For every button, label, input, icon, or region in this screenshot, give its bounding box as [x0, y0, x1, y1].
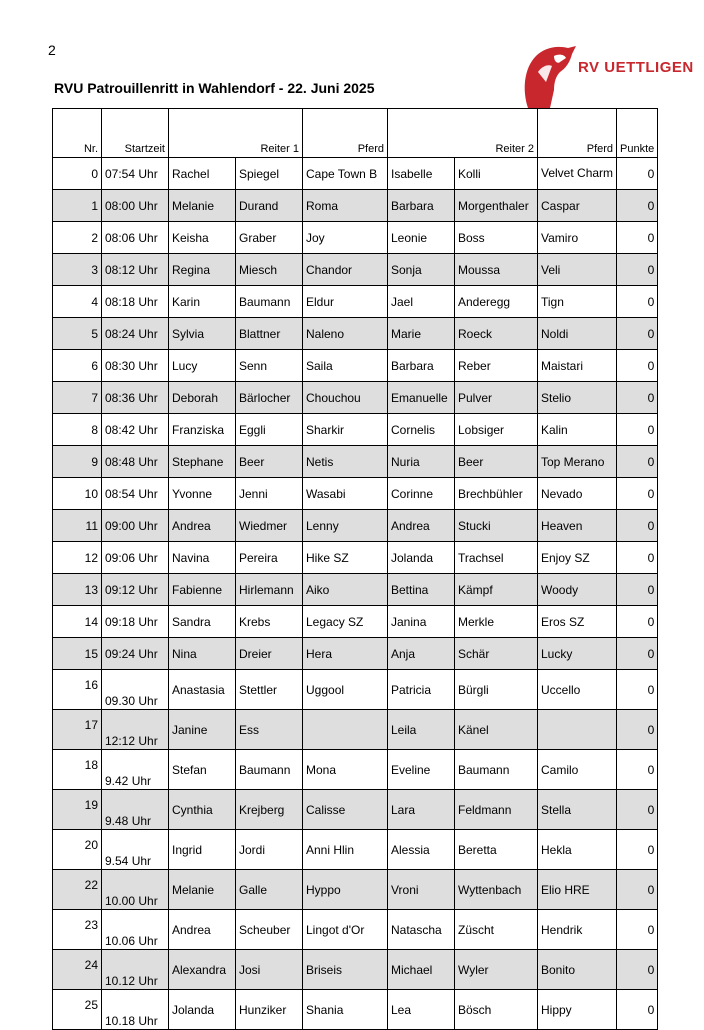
horse-head-logo-icon — [520, 42, 580, 110]
horse1-name: Lenny — [303, 510, 388, 542]
row-number: 4 — [53, 286, 102, 318]
rider2-first-name: Leonie — [388, 222, 455, 254]
points: 0 — [617, 542, 658, 574]
rider1-first-name: Fabienne — [169, 574, 236, 606]
row-number: 6 — [53, 350, 102, 382]
table-row — [53, 510, 658, 542]
row-number: 25 — [53, 990, 102, 1030]
start-time: 10.18 Uhr — [102, 990, 169, 1030]
rider1-first-name: Keisha — [169, 222, 236, 254]
rider1-last-name: Wiedmer — [236, 510, 303, 542]
row-number: 12 — [53, 542, 102, 574]
header-reiter1: Reiter 1 — [236, 109, 303, 158]
header-nr: Nr. — [53, 109, 102, 158]
horse2-name: Heaven — [538, 510, 617, 542]
rider1-last-name: Bärlocher — [236, 382, 303, 414]
rider2-last-name: Lobsiger — [455, 414, 538, 446]
table-row — [53, 478, 658, 510]
header-reiter2-blank — [388, 109, 455, 158]
rider2-last-name: Stucki — [455, 510, 538, 542]
row-number: 17 — [53, 710, 102, 750]
row-number: 22 — [53, 870, 102, 910]
rider2-last-name: Merkle — [455, 606, 538, 638]
rider1-last-name: Hirlemann — [236, 574, 303, 606]
club-logo — [520, 42, 662, 110]
horse1-name: Hera — [303, 638, 388, 670]
points: 0 — [617, 414, 658, 446]
points: 0 — [617, 910, 658, 950]
rider2-last-name: Roeck — [455, 318, 538, 350]
row-number: 1 — [53, 190, 102, 222]
rider1-first-name: Ingrid — [169, 830, 236, 870]
horse1-name: Wasabi — [303, 478, 388, 510]
rider2-last-name: Feldmann — [455, 790, 538, 830]
start-time: 09:12 Uhr — [102, 574, 169, 606]
start-time: 07:54 Uhr — [102, 158, 169, 190]
table-header-row — [53, 109, 658, 158]
table-row — [53, 750, 658, 790]
horse1-name — [303, 710, 388, 750]
start-time: 9.42 Uhr — [102, 750, 169, 790]
start-time: 9.54 Uhr — [102, 830, 169, 870]
horse2-name: Noldi — [538, 318, 617, 350]
start-time: 08:18 Uhr — [102, 286, 169, 318]
horse2-name: Tign — [538, 286, 617, 318]
table-row — [53, 710, 658, 750]
rider1-last-name: Stettler — [236, 670, 303, 710]
horse1-name: Anni Hlin — [303, 830, 388, 870]
start-time: 09:24 Uhr — [102, 638, 169, 670]
rider1-last-name: Josi — [236, 950, 303, 990]
horse2-name: Elio HRE — [538, 870, 617, 910]
rider2-first-name: Jael — [388, 286, 455, 318]
horse1-name: Calisse — [303, 790, 388, 830]
rider1-last-name: Graber — [236, 222, 303, 254]
horse1-name: Eldur — [303, 286, 388, 318]
table-row — [53, 870, 658, 910]
points: 0 — [617, 670, 658, 710]
points: 0 — [617, 606, 658, 638]
table-row — [53, 286, 658, 318]
rider2-last-name: Beer — [455, 446, 538, 478]
points: 0 — [617, 870, 658, 910]
row-number: 14 — [53, 606, 102, 638]
horse2-name: Eros SZ — [538, 606, 617, 638]
horse2-name: Bonito — [538, 950, 617, 990]
table-row — [53, 910, 658, 950]
rider1-last-name: Miesch — [236, 254, 303, 286]
table-row — [53, 830, 658, 870]
rider2-first-name: Leila — [388, 710, 455, 750]
rider1-first-name: Jolanda — [169, 990, 236, 1030]
horse1-name: Roma — [303, 190, 388, 222]
rider2-last-name: Bürgli — [455, 670, 538, 710]
start-time: 08:42 Uhr — [102, 414, 169, 446]
start-time: 08:30 Uhr — [102, 350, 169, 382]
row-number: 16 — [53, 670, 102, 710]
header-punkte: Punkte — [617, 109, 658, 158]
horse1-name: Netis — [303, 446, 388, 478]
rider2-last-name: Brechbühler — [455, 478, 538, 510]
rider1-last-name: Senn — [236, 350, 303, 382]
horse2-name: Top Merano — [538, 446, 617, 478]
start-time: 09.30 Uhr — [102, 670, 169, 710]
row-number: 13 — [53, 574, 102, 606]
rider1-first-name: Navina — [169, 542, 236, 574]
horse2-name: Hippy — [538, 990, 617, 1030]
start-time: 08:00 Uhr — [102, 190, 169, 222]
header-pferd2: Pferd — [538, 109, 617, 158]
horse2-name: Velvet Charm — [538, 158, 617, 190]
rider2-first-name: Bettina — [388, 574, 455, 606]
start-time: 08:48 Uhr — [102, 446, 169, 478]
row-number: 24 — [53, 950, 102, 990]
rider2-first-name: Nuria — [388, 446, 455, 478]
start-time: 08:36 Uhr — [102, 382, 169, 414]
start-time: 09:18 Uhr — [102, 606, 169, 638]
start-time: 10.06 Uhr — [102, 910, 169, 950]
row-number: 23 — [53, 910, 102, 950]
rider1-first-name: Melanie — [169, 190, 236, 222]
rider1-last-name: Baumann — [236, 750, 303, 790]
table-row — [53, 350, 658, 382]
rider2-last-name: Wyler — [455, 950, 538, 990]
rider1-last-name: Galle — [236, 870, 303, 910]
horse1-name: Uggool — [303, 670, 388, 710]
row-number: 20 — [53, 830, 102, 870]
points: 0 — [617, 382, 658, 414]
horse2-name: Hekla — [538, 830, 617, 870]
start-time: 09:00 Uhr — [102, 510, 169, 542]
rider2-last-name: Baumann — [455, 750, 538, 790]
points: 0 — [617, 446, 658, 478]
rider2-first-name: Andrea — [388, 510, 455, 542]
rider2-first-name: Vroni — [388, 870, 455, 910]
header-reiter1-blank — [169, 109, 236, 158]
rider1-last-name: Spiegel — [236, 158, 303, 190]
horse2-name: Kalin — [538, 414, 617, 446]
rider1-last-name: Beer — [236, 446, 303, 478]
rider1-last-name: Dreier — [236, 638, 303, 670]
table-row — [53, 790, 658, 830]
rider2-last-name: Schär — [455, 638, 538, 670]
start-time: 10.12 Uhr — [102, 950, 169, 990]
rider2-last-name: Züscht — [455, 910, 538, 950]
horse1-name: Aiko — [303, 574, 388, 606]
start-time: 09:06 Uhr — [102, 542, 169, 574]
start-list-table — [52, 108, 658, 1030]
horse1-name: Shania — [303, 990, 388, 1030]
rider2-first-name: Anja — [388, 638, 455, 670]
rider1-last-name: Jordi — [236, 830, 303, 870]
rider2-first-name: Marie — [388, 318, 455, 350]
club-logo-text: RV UETTLIGEN — [578, 59, 694, 76]
rider2-last-name: Kämpf — [455, 574, 538, 606]
points: 0 — [617, 510, 658, 542]
rider2-last-name: Trachsel — [455, 542, 538, 574]
table-row — [53, 670, 658, 710]
rider1-first-name: Stefan — [169, 750, 236, 790]
rider2-last-name: Pulver — [455, 382, 538, 414]
rider1-first-name: Anastasia — [169, 670, 236, 710]
rider1-first-name: Andrea — [169, 910, 236, 950]
row-number: 10 — [53, 478, 102, 510]
rider1-last-name: Pereira — [236, 542, 303, 574]
rider1-last-name: Ess — [236, 710, 303, 750]
horse2-name: Stelio — [538, 382, 617, 414]
rider2-first-name: Eveline — [388, 750, 455, 790]
rider2-last-name: Moussa — [455, 254, 538, 286]
rider2-first-name: Emanuelle — [388, 382, 455, 414]
rider2-first-name: Isabelle — [388, 158, 455, 190]
table-row — [53, 158, 658, 190]
rider2-last-name: Anderegg — [455, 286, 538, 318]
horse2-name: Vamiro — [538, 222, 617, 254]
horse2-name: Camilo — [538, 750, 617, 790]
table-row — [53, 606, 658, 638]
rider2-first-name: Janina — [388, 606, 455, 638]
start-time: 9.48 Uhr — [102, 790, 169, 830]
points: 0 — [617, 710, 658, 750]
points: 0 — [617, 638, 658, 670]
rider1-first-name: Melanie — [169, 870, 236, 910]
points: 0 — [617, 254, 658, 286]
points: 0 — [617, 350, 658, 382]
points: 0 — [617, 790, 658, 830]
table-row — [53, 950, 658, 990]
horse1-name: Chandor — [303, 254, 388, 286]
start-time: 08:24 Uhr — [102, 318, 169, 350]
rider1-first-name: Deborah — [169, 382, 236, 414]
header-startzeit: Startzeit — [102, 109, 169, 158]
points: 0 — [617, 190, 658, 222]
row-number: 7 — [53, 382, 102, 414]
horse2-name: Lucky — [538, 638, 617, 670]
rider1-last-name: Krebs — [236, 606, 303, 638]
rider1-first-name: Andrea — [169, 510, 236, 542]
row-number: 18 — [53, 750, 102, 790]
horse1-name: Hike SZ — [303, 542, 388, 574]
table-row — [53, 222, 658, 254]
rider1-last-name: Blattner — [236, 318, 303, 350]
rider2-first-name: Corinne — [388, 478, 455, 510]
rider1-last-name: Durand — [236, 190, 303, 222]
rider1-first-name: Regina — [169, 254, 236, 286]
rider2-first-name: Barbara — [388, 350, 455, 382]
horse1-name: Joy — [303, 222, 388, 254]
rider1-first-name: Franziska — [169, 414, 236, 446]
horse2-name: Enjoy SZ — [538, 542, 617, 574]
start-time: 12:12 Uhr — [102, 710, 169, 750]
rider2-first-name: Cornelis — [388, 414, 455, 446]
rider2-first-name: Patricia — [388, 670, 455, 710]
rider1-first-name: Sandra — [169, 606, 236, 638]
rider1-last-name: Jenni — [236, 478, 303, 510]
points: 0 — [617, 158, 658, 190]
start-time: 08:54 Uhr — [102, 478, 169, 510]
rider1-first-name: Lucy — [169, 350, 236, 382]
row-number: 15 — [53, 638, 102, 670]
horse2-name — [538, 710, 617, 750]
table-row — [53, 318, 658, 350]
rider2-first-name: Jolanda — [388, 542, 455, 574]
rider1-last-name: Scheuber — [236, 910, 303, 950]
horse1-name: Lingot d'Or — [303, 910, 388, 950]
table-row — [53, 254, 658, 286]
horse2-name: Hendrik — [538, 910, 617, 950]
rider1-last-name: Krejberg — [236, 790, 303, 830]
rider1-first-name: Stephane — [169, 446, 236, 478]
rider2-last-name: Kolli — [455, 158, 538, 190]
rider1-first-name: Sylvia — [169, 318, 236, 350]
table-row — [53, 638, 658, 670]
rider2-last-name: Morgenthaler — [455, 190, 538, 222]
table-row — [53, 414, 658, 446]
rider2-last-name: Bösch — [455, 990, 538, 1030]
horse1-name: Saila — [303, 350, 388, 382]
rider2-last-name: Beretta — [455, 830, 538, 870]
table-row — [53, 574, 658, 606]
rider1-last-name: Baumann — [236, 286, 303, 318]
row-number: 9 — [53, 446, 102, 478]
horse1-name: Chouchou — [303, 382, 388, 414]
rider2-last-name: Känel — [455, 710, 538, 750]
rider1-first-name: Nina — [169, 638, 236, 670]
rider2-first-name: Michael — [388, 950, 455, 990]
rider1-first-name: Janine — [169, 710, 236, 750]
horse1-name: Mona — [303, 750, 388, 790]
row-number: 5 — [53, 318, 102, 350]
page-number: 2 — [48, 42, 56, 58]
rider2-first-name: Alessia — [388, 830, 455, 870]
page-title: RVU Patrouillenritt in Wahlendorf - 22. Juni 2025 — [54, 80, 375, 96]
header-reiter2: Reiter 2 — [455, 109, 538, 158]
table-row — [53, 446, 658, 478]
table-row — [53, 990, 658, 1030]
row-number: 8 — [53, 414, 102, 446]
rider1-first-name: Rachel — [169, 158, 236, 190]
rider2-first-name: Natascha — [388, 910, 455, 950]
rider1-first-name: Alexandra — [169, 950, 236, 990]
row-number: 11 — [53, 510, 102, 542]
table-row — [53, 542, 658, 574]
table-row — [53, 190, 658, 222]
rider2-first-name: Sonja — [388, 254, 455, 286]
rider1-last-name: Eggli — [236, 414, 303, 446]
horse2-name: Uccello — [538, 670, 617, 710]
horse1-name: Legacy SZ — [303, 606, 388, 638]
rider2-last-name: Reber — [455, 350, 538, 382]
horse2-name: Maistari — [538, 350, 617, 382]
points: 0 — [617, 574, 658, 606]
rider1-last-name: Hunziker — [236, 990, 303, 1030]
horse1-name: Briseis — [303, 950, 388, 990]
horse1-name: Sharkir — [303, 414, 388, 446]
row-number: 0 — [53, 158, 102, 190]
rider2-last-name: Boss — [455, 222, 538, 254]
horse2-name: Woody — [538, 574, 617, 606]
horse1-name: Cape Town B — [303, 158, 388, 190]
start-time: 08:06 Uhr — [102, 222, 169, 254]
horse2-name: Stella — [538, 790, 617, 830]
horse2-name: Veli — [538, 254, 617, 286]
rider2-first-name: Lara — [388, 790, 455, 830]
header-pferd1: Pferd — [303, 109, 388, 158]
points: 0 — [617, 750, 658, 790]
row-number: 2 — [53, 222, 102, 254]
horse2-name: Nevado — [538, 478, 617, 510]
points: 0 — [617, 950, 658, 990]
points: 0 — [617, 222, 658, 254]
rider1-first-name: Karin — [169, 286, 236, 318]
points: 0 — [617, 990, 658, 1030]
horse2-name: Caspar — [538, 190, 617, 222]
rider2-first-name: Barbara — [388, 190, 455, 222]
table-row — [53, 382, 658, 414]
start-time: 08:12 Uhr — [102, 254, 169, 286]
rider2-first-name: Lea — [388, 990, 455, 1030]
row-number: 19 — [53, 790, 102, 830]
row-number: 3 — [53, 254, 102, 286]
rider1-first-name: Yvonne — [169, 478, 236, 510]
horse1-name: Naleno — [303, 318, 388, 350]
points: 0 — [617, 478, 658, 510]
horse1-name: Hyppo — [303, 870, 388, 910]
rider1-first-name: Cynthia — [169, 790, 236, 830]
start-time: 10.00 Uhr — [102, 870, 169, 910]
rider2-last-name: Wyttenbach — [455, 870, 538, 910]
points: 0 — [617, 318, 658, 350]
points: 0 — [617, 286, 658, 318]
points: 0 — [617, 830, 658, 870]
